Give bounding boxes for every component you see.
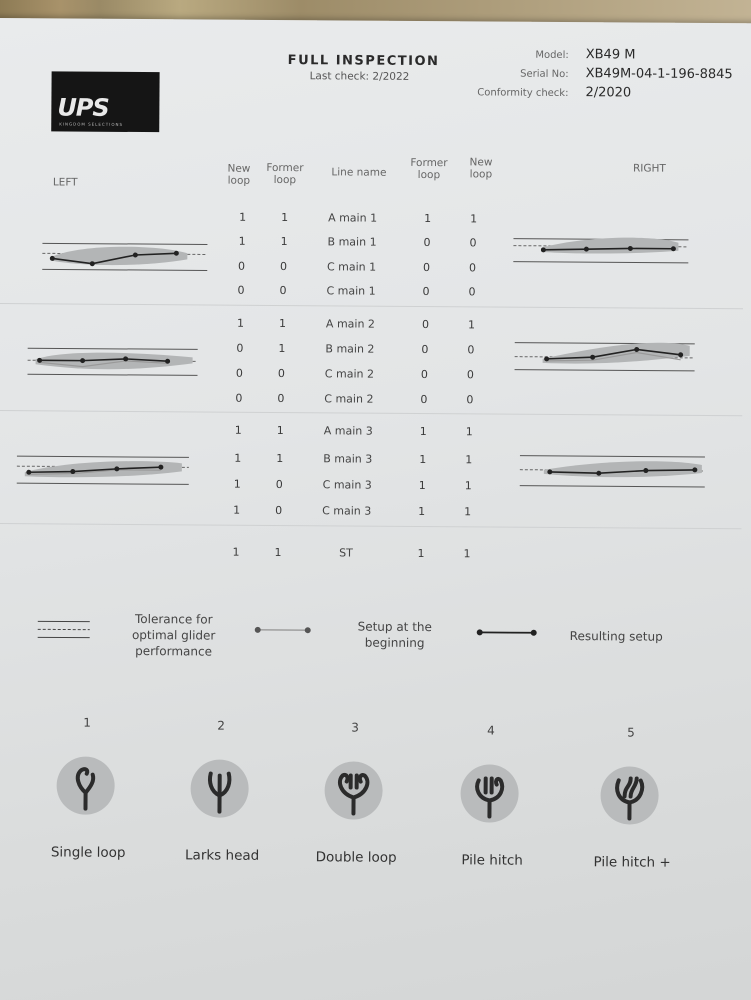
header-former-loop-left: Former loop	[266, 161, 304, 187]
knot-number: 5	[627, 725, 635, 740]
new-loop-right-cell: 1	[464, 505, 472, 519]
new-loop-left-cell: 0	[238, 259, 246, 273]
new-loop-left-cell: 1	[234, 424, 242, 438]
page-title: FULL INSPECTION	[287, 53, 440, 70]
knot-name: Single loop	[50, 844, 126, 861]
inspection-sheet	[0, 18, 751, 1000]
line-name-cell: A main 1	[328, 211, 378, 225]
new-loop-right-cell: 0	[468, 285, 476, 299]
former-loop-right-cell: 1	[418, 505, 426, 519]
former-loop-left-cell: 1	[278, 317, 287, 331]
new-loop-right-cell: 1	[464, 479, 472, 493]
new-loop-left-cell: 1	[238, 235, 246, 249]
former-loop-right-cell: 0	[420, 367, 428, 381]
model-value: XB49 M	[585, 47, 636, 63]
former-loop-right-cell: 1	[419, 452, 427, 466]
former-loop-right-cell: 1	[419, 425, 427, 439]
model-label: Model:	[535, 49, 569, 62]
knot-number: 4	[487, 722, 495, 738]
serial-label: Serial No:	[520, 68, 569, 81]
pile-hitch-plus-icon	[600, 766, 658, 824]
former-loop-left-cell: 0	[277, 366, 285, 380]
line-name-cell: C main 1	[326, 259, 377, 274]
former-loop-left-cell: 0	[279, 283, 287, 297]
knot-number: 3	[351, 720, 359, 735]
line-name-cell: C main 1	[326, 284, 376, 298]
former-loop-right-cell: 0	[421, 318, 430, 332]
serial-value: XB49M-04-1-196-8845	[585, 66, 733, 83]
right-group-2-diagram	[515, 337, 700, 378]
line-name-cell: B main 1	[327, 235, 377, 249]
new-loop-left-cell: 1	[234, 451, 242, 465]
setup-beginning-legend-icon	[254, 624, 314, 636]
legend-tolerance-text: Tolerance for optimal glider performance	[131, 611, 216, 659]
line-name-cell: C main 3	[322, 504, 372, 518]
header-new-loop-left: New loop	[227, 162, 251, 187]
former-loop-right-cell: 1	[418, 478, 426, 493]
line-name-cell: B main 3	[323, 451, 373, 466]
new-loop-right-cell: 1	[463, 546, 471, 560]
former-loop-right-cell: 1	[417, 546, 425, 560]
knot-name: Pile hitch +	[593, 854, 671, 871]
new-loop-right-cell: 0	[466, 368, 474, 382]
new-loop-right-cell: 0	[469, 236, 477, 250]
logo-subtitle: KINGDOM SELECTIONS	[59, 121, 124, 127]
new-loop-left-cell: 1	[233, 503, 241, 518]
new-loop-right-cell: 1	[465, 425, 473, 439]
group-divider	[0, 410, 742, 416]
former-loop-left-cell: 0	[275, 477, 283, 492]
line-name-cell: ST	[339, 546, 353, 560]
group-divider	[0, 303, 743, 309]
pile-hitch-icon	[460, 764, 518, 822]
knot-number: 1	[83, 715, 91, 730]
new-loop-left-cell: 0	[235, 366, 243, 380]
left-group-2-diagram	[27, 344, 207, 385]
logo-text: UPS	[57, 93, 109, 122]
former-loop-left-cell: 0	[280, 259, 288, 273]
former-loop-left-cell: 1	[280, 235, 288, 249]
double-loop-icon	[324, 761, 382, 819]
knot-name: Double loop	[315, 849, 397, 866]
former-loop-left-cell: 1	[278, 341, 286, 355]
former-loop-left-cell: 1	[281, 211, 289, 225]
former-loop-right-cell: 0	[421, 342, 429, 356]
new-loop-right-cell: 0	[467, 342, 475, 356]
header-new-loop-right: New loop	[469, 156, 493, 181]
tolerance-legend-icon	[38, 618, 93, 642]
line-name-cell: C main 2	[324, 392, 374, 406]
line-name-cell: C main 2	[324, 367, 375, 381]
legend-resulting-text: Resulting setup	[569, 629, 663, 644]
right-group-3-diagram	[520, 448, 710, 491]
last-check: Last check: 2/2022	[309, 70, 410, 83]
brand-logo	[51, 71, 159, 132]
new-loop-left-cell: 1	[232, 545, 240, 559]
left-side-label: LEFT	[52, 176, 78, 189]
former-loop-left-cell: 0	[275, 504, 283, 518]
former-loop-left-cell: 0	[277, 392, 285, 406]
new-loop-right-cell: 0	[466, 393, 474, 407]
left-group-1-diagram	[42, 238, 212, 279]
new-loop-right-cell: 1	[467, 318, 476, 332]
new-loop-left-cell: 0	[235, 391, 243, 405]
larks-head-icon	[190, 759, 248, 817]
single-loop-icon	[56, 756, 114, 814]
former-loop-right-cell: 0	[422, 284, 430, 298]
new-loop-right-cell: 1	[465, 452, 473, 467]
group-divider	[0, 523, 741, 529]
former-loop-right-cell: 1	[424, 212, 432, 226]
knot-name: Larks head	[184, 846, 260, 864]
line-name-cell: B main 2	[325, 341, 375, 356]
new-loop-left-cell: 1	[239, 210, 247, 224]
conformity-label: Conformity check:	[477, 87, 569, 100]
header-former-loop-right: Former loop	[410, 156, 448, 182]
header-line-name: Line name	[331, 166, 387, 179]
line-name-cell: A main 3	[323, 424, 373, 439]
knot-name: Pile hitch	[461, 851, 523, 869]
former-loop-left-cell: 1	[276, 451, 284, 465]
legend-setup-beginning-text: Setup at the beginning	[357, 619, 432, 651]
former-loop-right-cell: 0	[420, 393, 428, 407]
former-loop-left-cell: 1	[276, 424, 284, 438]
former-loop-left-cell: 1	[274, 545, 282, 559]
right-group-1-diagram	[513, 230, 693, 271]
knot-number: 2	[217, 718, 225, 733]
resulting-setup-legend-icon	[476, 626, 540, 638]
new-loop-right-cell: 0	[469, 260, 477, 274]
new-loop-left-cell: 1	[233, 477, 241, 491]
former-loop-right-cell: 0	[423, 236, 431, 250]
line-name-cell: C main 3	[322, 478, 372, 492]
conformity-value: 2/2020	[585, 85, 632, 101]
new-loop-left-cell: 0	[237, 283, 245, 297]
line-name-cell: A main 2	[325, 317, 376, 331]
new-loop-left-cell: 0	[236, 341, 244, 355]
right-side-label: RIGHT	[632, 162, 666, 175]
new-loop-right-cell: 1	[470, 212, 478, 226]
former-loop-right-cell: 0	[423, 260, 431, 274]
new-loop-left-cell: 1	[236, 316, 245, 330]
left-group-3-diagram	[17, 448, 197, 491]
